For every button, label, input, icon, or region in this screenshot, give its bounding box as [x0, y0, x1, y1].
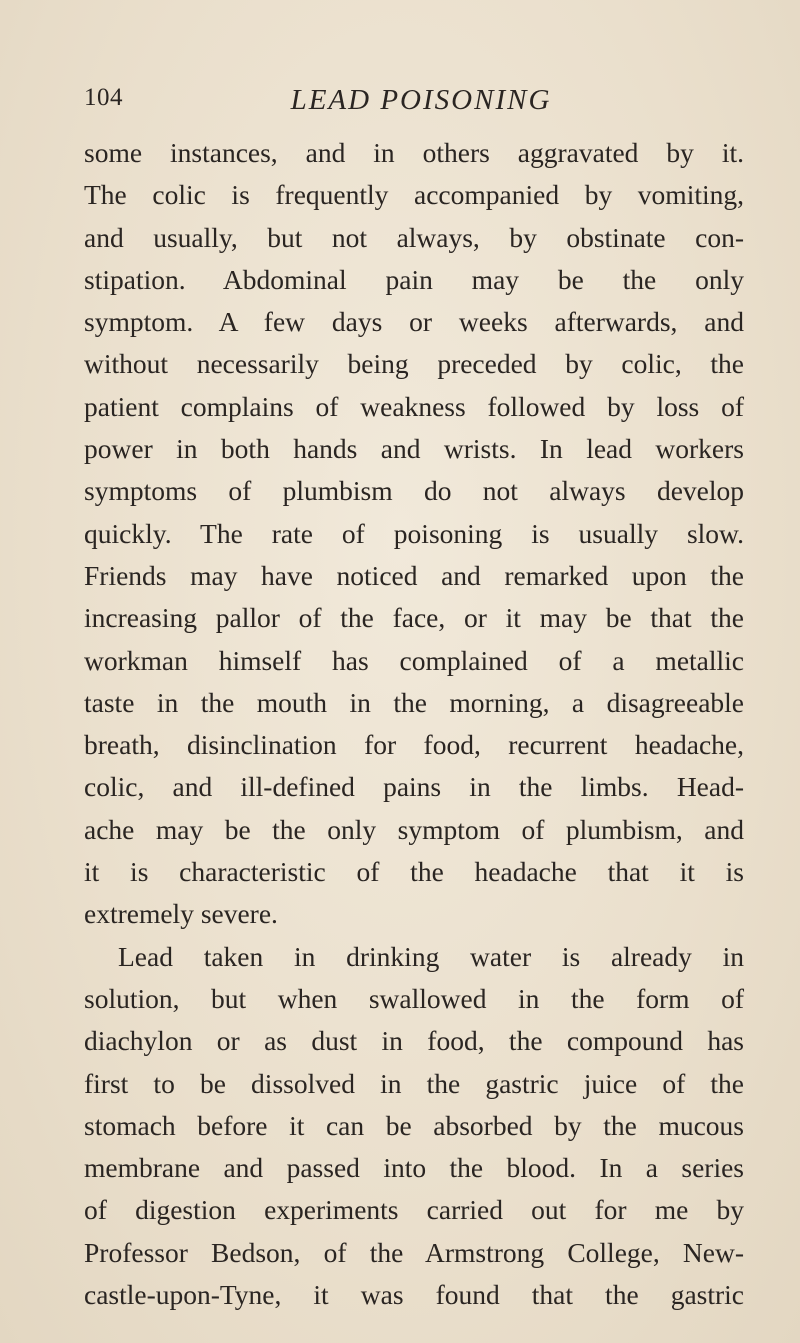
text-line: stipation. Abdominal pain may be the only [84, 263, 744, 295]
page-number: 104 [84, 84, 123, 111]
body-text [84, 132, 744, 1316]
text-line: solution, but when swallowed in the form of [84, 982, 744, 1014]
text-line: of digestion experiments carried out for me by [84, 1194, 744, 1226]
text-line: colic, and ill-defined pains in the limbs. Head- [84, 771, 744, 803]
text-line: without necessarily being preceded by colic, the [84, 348, 744, 380]
text-line: membrane and passed into the blood. In a series [84, 1152, 744, 1184]
running-title: LEAD POISONING [290, 84, 552, 116]
text-line: patient complains of weakness followed by loss of [84, 390, 744, 422]
text-line: castle-upon-Tyne, it was found that the gastric [84, 1279, 744, 1311]
text-line: it is characteristic of the headache that it is [84, 856, 744, 888]
text-line: taste in the mouth in the morning, a disagreeable [84, 686, 744, 718]
text-line: stomach before it can be absorbed by the mucous [84, 1109, 744, 1141]
text-line: and usually, but not always, by obstinate con- [84, 221, 744, 253]
page-header [84, 84, 744, 124]
text-line: diachylon or as dust in food, the compound has [84, 1025, 744, 1057]
text-line: ache may be the only symptom of plumbism, and [84, 813, 744, 845]
text-line: increasing pallor of the face, or it may be that the [84, 602, 744, 634]
text-line: some instances, and in others aggravated by it. [84, 137, 744, 168]
text-line: The colic is frequently accompanied by vomiting, [84, 179, 744, 211]
text-line: symptoms of plumbism do not always develop [84, 475, 744, 507]
text-line: symptom. A few days or weeks afterwards, and [84, 306, 744, 338]
text-line: Friends may have noticed and remarked upon the [84, 559, 744, 591]
text-line: first to be dissolved in the gastric juice of the [84, 1067, 744, 1099]
text-line: workman himself has complained of a metallic [84, 644, 744, 676]
text-line: power in both hands and wrists. In lead workers [84, 433, 744, 465]
text-line: Professor Bedson, of the Armstrong College, New- [84, 1236, 744, 1268]
text-line: breath, disinclination for food, recurrent headache, [84, 729, 744, 761]
paragraph-end-line: extremely severe. [84, 898, 278, 930]
paragraph-start-line: Lead taken in drinking water is already in [118, 940, 744, 972]
text-line: quickly. The rate of poisoning is usually slow. [84, 517, 744, 549]
